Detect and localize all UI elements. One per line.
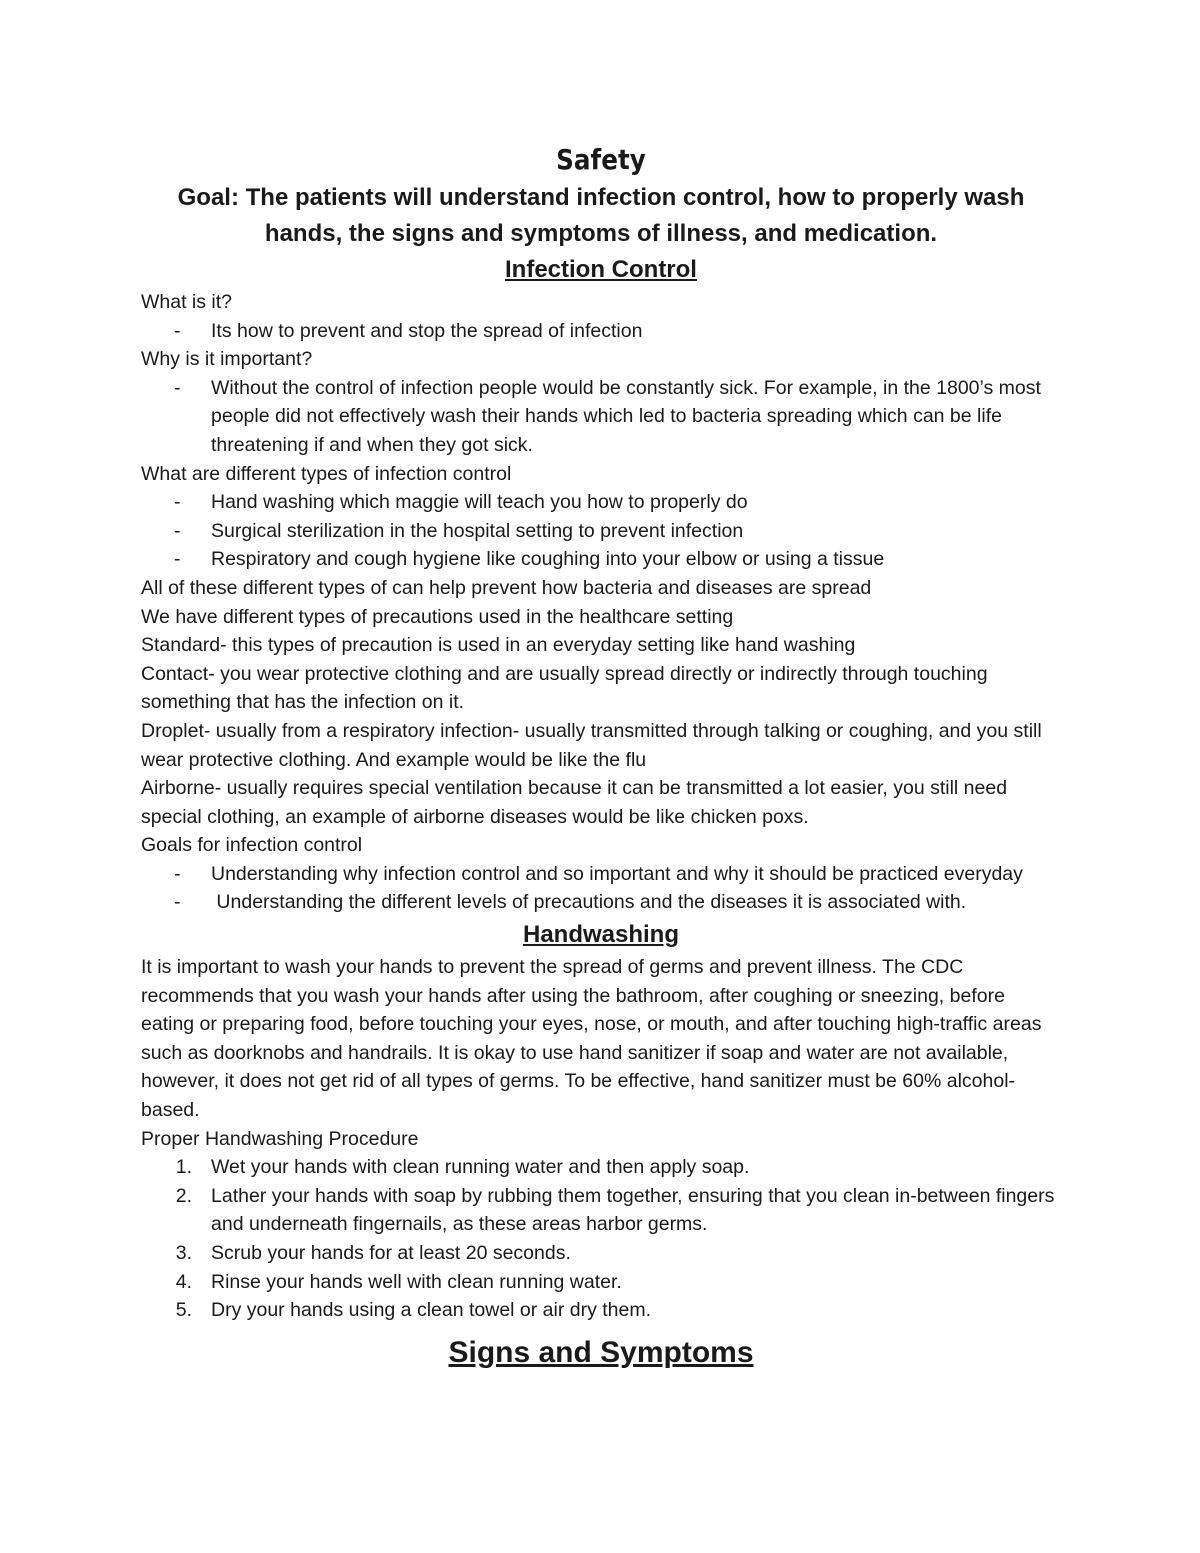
bullet-dash: - — [174, 491, 181, 514]
paragraph-airborne: Airborne- usually requires special ventilation because it can be transmitted a lot easier, you still need special clothing, an example of airborne diseases would be like chicken poxs. — [141, 777, 1008, 828]
list-item-text: Without the control of infection people would be constantly sick. For example, in the 1800’s most people did not effectively wash their hands which led to bacteria spreading which can be life threatening if and when they got sick. — [211, 376, 1041, 456]
handwashing-heading: Handwashing — [522, 921, 679, 949]
paragraph-all-types: All of these different types of can help prevent how bacteria and diseases are spread — [141, 576, 872, 599]
procedure-heading: Proper Handwashing Procedure — [141, 1127, 419, 1150]
paragraph-contact: Contact- you wear protective clothing and are usually spread directly or indirectly through touching something that has the infection on it. — [141, 662, 988, 714]
list-item — [141, 374, 1061, 460]
list-item-text: Understanding the different levels of precautions and the diseases it is associated with. — [211, 891, 967, 914]
signs-symptoms-heading: Signs and Symptoms — [448, 1335, 754, 1369]
step-number: 4. — [175, 1270, 192, 1293]
bullet-dash: - — [174, 862, 181, 885]
list-item-text: Surgical sterilization in the hospital setting to prevent infection — [211, 519, 744, 542]
question-why-important: Why is it important? — [141, 348, 313, 371]
bullet-dash: - — [174, 891, 181, 914]
list-item-text: Understanding why infection control and so important and why it should be practiced everyday — [211, 862, 1023, 885]
bullet-dash: - — [174, 319, 181, 342]
step-number: 3. — [175, 1242, 192, 1264]
list-item-text: Hand washing which maggie will teach you how to properly do — [211, 491, 748, 514]
question-types: What are different types of infection control — [141, 462, 512, 485]
paragraph-droplet: Droplet- usually from a respiratory infection- usually transmitted through talking or coughing, and you still wear protective clothing. And example would be like the flu — [141, 719, 1042, 771]
list-item — [141, 545, 1061, 574]
step-text: Dry your hands using a clean towel or air dry them. — [211, 1299, 652, 1322]
numbered-step — [141, 1153, 1061, 1182]
step-number: 1. — [175, 1156, 192, 1179]
bullet-dash: - — [174, 519, 181, 542]
goals-heading: Goals for infection control — [141, 834, 363, 857]
list-item-text: Its how to prevent and stop the spread of infection — [211, 319, 643, 342]
step-number: 2. — [175, 1184, 192, 1207]
goal-statement: Goal: The patients will understand infection control, how to properly wash hands, the signs and symptoms of illness, and medication. — [177, 184, 1025, 247]
list-item — [141, 860, 1061, 889]
list-item — [141, 488, 1061, 517]
document-title: Safety — [556, 143, 646, 176]
numbered-step — [141, 1239, 1061, 1268]
question-what-is-it: What is it? — [141, 291, 233, 313]
handwashing-paragraph: It is important to wash your hands to prevent the spread of germs and prevent illness. The CDC recommends that you wash your hands after using the bathroom, after coughing or sneezing, before eating or preparing food, before touching your eyes, nose, or mouth, and after touching high-traffic areas such as doorknobs and handrails. It is okay to use hand sanitizer if soap and water are not available, however, it does not get rid of all types of germs. To be effective, hand sanitizer must be 60% alcohol-based. — [141, 956, 1042, 1122]
list-item — [141, 888, 1061, 917]
list-item-text: Respiratory and cough hygiene like coughing into your elbow or using a tissue — [211, 548, 885, 571]
numbered-step — [141, 1268, 1061, 1297]
numbered-step — [141, 1296, 1061, 1325]
step-text: Rinse your hands well with clean running water. — [211, 1270, 622, 1293]
step-number: 5. — [175, 1299, 192, 1322]
step-text: Lather your hands with soap by rubbing them together, ensuring that you clean in-between fingers and underneath fingernails, as these areas harbor germs. — [211, 1184, 1055, 1236]
step-text: Wet your hands with clean running water and then apply soap. — [211, 1156, 750, 1179]
numbered-step — [141, 1182, 1061, 1239]
document-content — [141, 140, 1061, 1375]
list-item — [141, 317, 1061, 346]
step-text: Scrub your hands for at least 20 seconds. — [211, 1242, 571, 1264]
bullet-dash: - — [174, 548, 181, 571]
list-item — [141, 517, 1061, 546]
paragraph-standard: Standard- this types of precaution is used in an everyday setting like hand washing — [141, 634, 856, 657]
paragraph-precautions: We have different types of precautions used in the healthcare setting — [141, 605, 734, 628]
bullet-dash: - — [174, 376, 181, 399]
infection-control-heading: Infection Control — [505, 256, 697, 283]
